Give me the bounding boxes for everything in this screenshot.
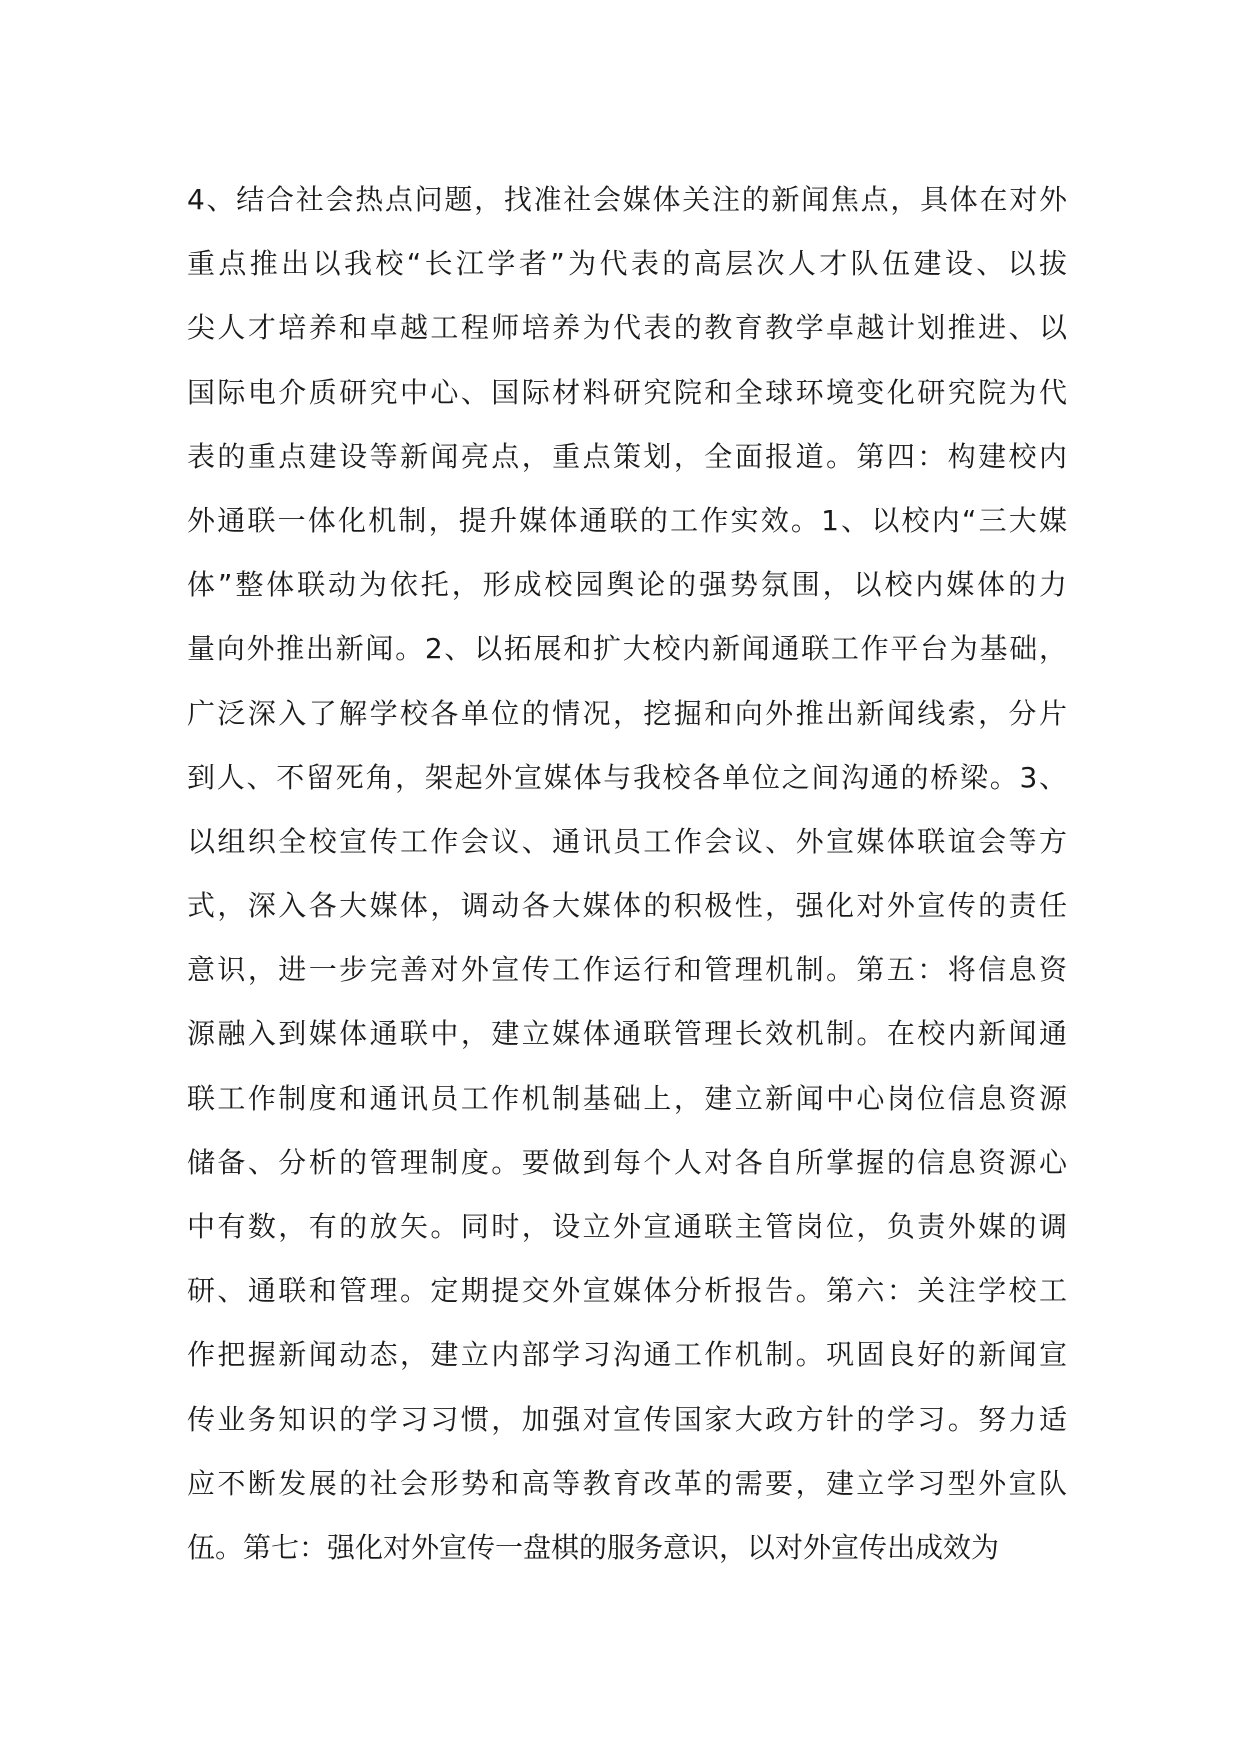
text-line: 传业务知识的学习习惯，加强对宣传国家大政方针的学习。努力适 xyxy=(187,1402,1067,1436)
text-line: 源融入到媒体通联中，建立媒体通联管理长效机制。在校内新闻通 xyxy=(187,1017,1067,1051)
text-line: 到人、不留死角，架起外宣媒体与我校各单位之间沟通的桥梁。3、 xyxy=(187,760,1067,794)
text-line: 4、结合社会热点问题，找准社会媒体关注的新闻焦点，具体在对外 xyxy=(187,183,1067,216)
text-line: 广泛深入了解学校各单位的情况，挖掘和向外推出新闻线索，分片 xyxy=(187,696,1067,730)
text-line: 重点推出以我校“长江学者”为代表的高层次人才队伍建设、以拔 xyxy=(187,247,1067,281)
text-line: 尖人才培养和卓越工程师培养为代表的教育教学卓越计划推进、以 xyxy=(187,311,1067,345)
text-line: 储备、分析的管理制度。要做到每个人对各自所掌握的信息资源心 xyxy=(187,1145,1067,1179)
text-line: 表的重点建设等新闻亮点，重点策划，全面报道。第四：构建校内 xyxy=(187,439,1067,473)
text-line: 国际电介质研究中心、国际材料研究院和全球环境变化研究院为代 xyxy=(187,375,1067,409)
text-line: 应不断发展的社会形势和高等教育改革的需要，建立学习型外宣队 xyxy=(187,1466,1067,1500)
text-line: 研、通联和管理。定期提交外宣媒体分析报告。第六：关注学校工 xyxy=(187,1274,1067,1308)
text-line: 意识，进一步完善对外宣传工作运行和管理机制。第五：将信息资 xyxy=(187,953,1067,987)
text-line: 中有数，有的放矢。同时，设立外宣通联主管岗位，负责外媒的调 xyxy=(187,1210,1067,1243)
text-line: 以组织全校宣传工作会议、通讯员工作会议、外宣媒体联谊会等方 xyxy=(187,824,1067,858)
text-line: 伍。第七：强化对外宣传一盘棋的服务意识，以对外宣传出成效为 xyxy=(187,1530,1000,1564)
text-line: 式，深入各大媒体，调动各大媒体的积极性，强化对外宣传的责任 xyxy=(187,889,1067,923)
body-text xyxy=(187,168,1067,1580)
text-line: 体”整体联动为依托，形成校园舆论的强势氛围，以校内媒体的力 xyxy=(187,568,1067,602)
text-line: 量向外推出新闻。2、以拓展和扩大校内新闻通联工作平台为基础， xyxy=(187,632,1067,666)
text-line: 联工作制度和通讯员工作机制基础上，建立新闻中心岗位信息资源 xyxy=(187,1081,1067,1115)
text-line: 外通联一体化机制，提升媒体通联的工作实效。1、以校内“三大媒 xyxy=(187,503,1067,537)
text-line: 作把握新闻动态，建立内部学习沟通工作机制。巩固良好的新闻宣 xyxy=(187,1338,1067,1372)
